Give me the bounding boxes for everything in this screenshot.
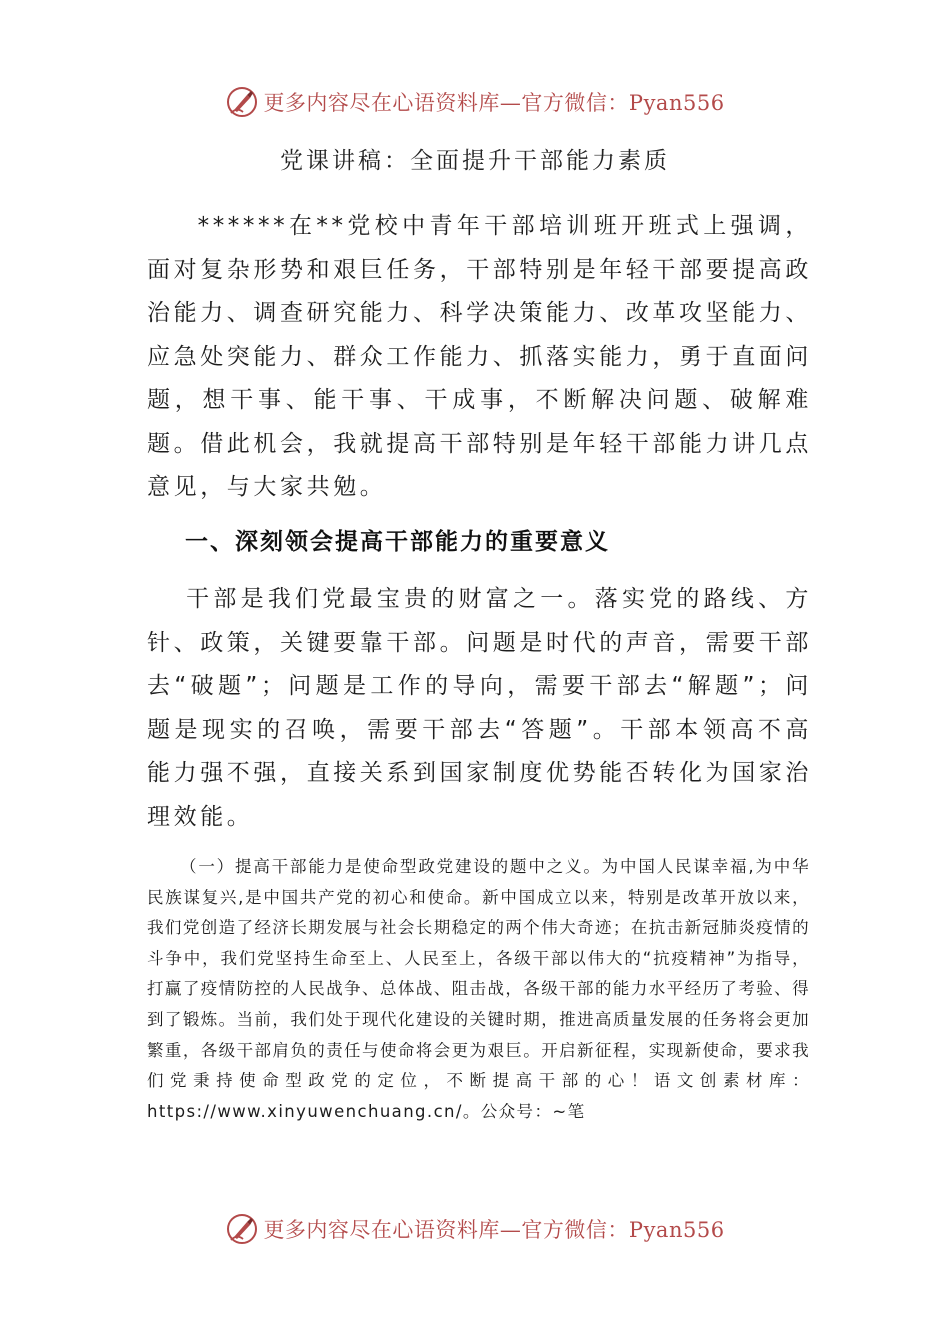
header-banner-text: 更多内容尽在心语资料库—官方微信：Pyan556 — [263, 91, 725, 115]
pen-logo-icon — [225, 85, 259, 119]
footer-banner — [0, 1209, 950, 1249]
footer-banner-text: 更多内容尽在心语资料库—官方微信：Pyan556 — [263, 1218, 725, 1242]
subsection-paragraph: （一）提高干部能力是使命型政党建设的题中之义。为中国人民谋幸福,为中华民族谋复兴,是中国共产党的初心和使命。新中国成立以来，特别是改革开放以来，我们党创造了经济长期发展与社会长期稳定的两个伟大奇迹；在抗击新冠肺炎疫情的斗争中，我们党坚持生命至上、人民至上，各级干部以伟大的“抗疫精神”为指导，打赢了疫情防控的人民战争、总体战、阻击战，各级干部的能力水平经历了考验、得到了锻炼。当前，我们处于现代化建设的关键时期，推进高质量发展的任务将会更加繁重，各级干部肩负的责任与使命将会更为艰巨。开启新征程，实现新使命，要求我们党秉持使命型政党的定位，不断提高干部的心！语文创素材库：https://www.xinyuwenchuang.cn/。公众号：~笔 — [147, 857, 810, 1121]
intro-paragraph: ******在**党校中青年干部培训班开班式上强调，面对复杂形势和艰巨任务，干部特别是年轻干部要提高政治能力、调查研究能力、科学决策能力、改革攻坚能力、应急处突能力、群众工作能力、抓落实能力，勇于直面问题，想干事、能干事、干成事，不断解决问题、破解难题。借此机会，我就提高干部特别是年轻干部能力讲几点意见，与大家共勉。 — [147, 213, 812, 500]
document-title: 党课讲稿：全面提升干部能力素质 — [280, 148, 670, 174]
header-banner — [0, 82, 950, 122]
section-paragraph: 干部是我们党最宝贵的财富之一。落实党的路线、方针、政策，关键要靠干部。问题是时代的声音，需要干部去“破题”；问题是工作的导向，需要干部去“解题”；问题是现实的召唤，需要干部去“答题”。干部本领高不高能力强不强，直接关系到国家制度优势能否转化为国家治理效能。 — [147, 586, 812, 830]
section-heading: 一、深刻领会提高干部能力的重要意义 — [185, 529, 610, 555]
pen-logo-icon — [225, 1212, 259, 1246]
